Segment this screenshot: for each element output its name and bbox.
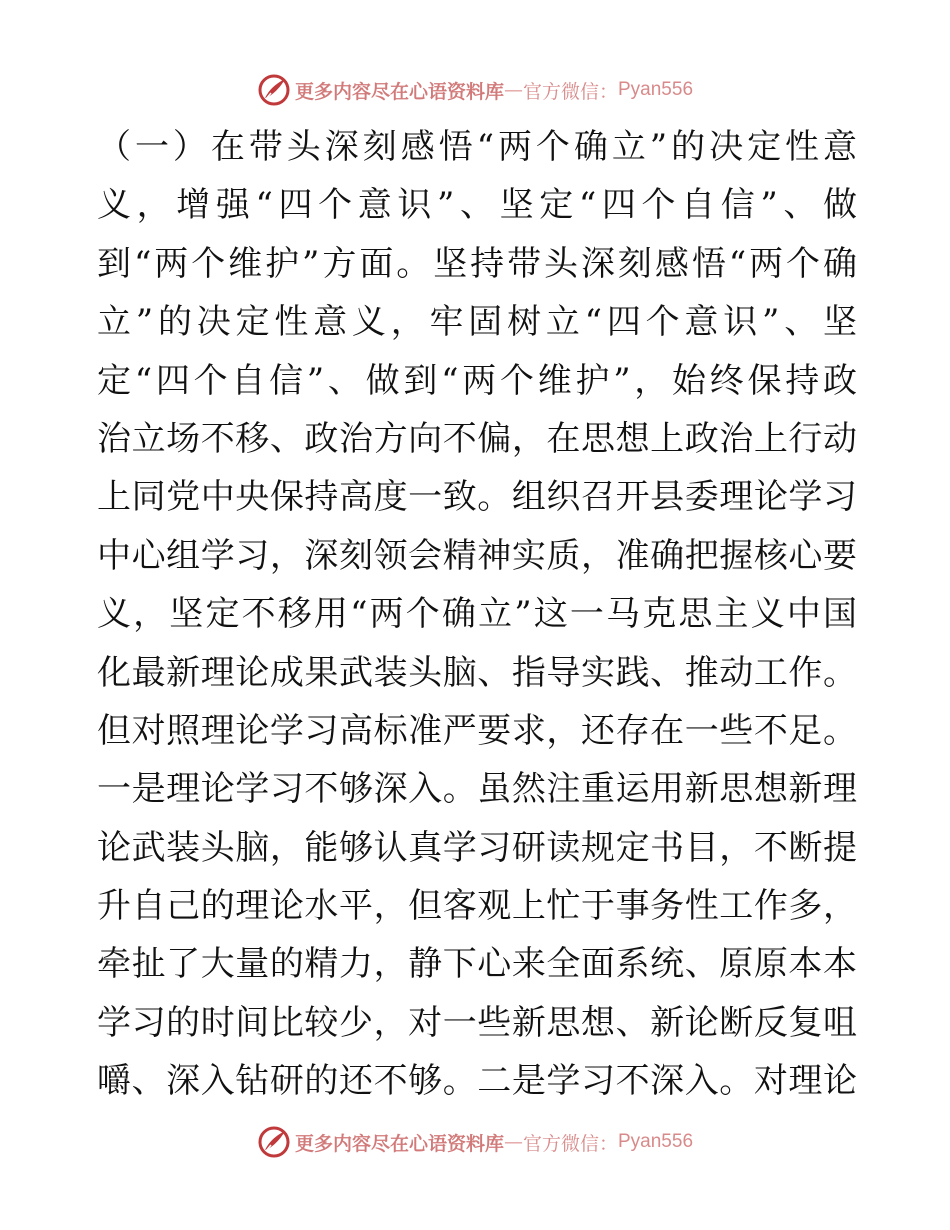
- header-banner: [0, 70, 950, 110]
- quill-logo-icon: [257, 73, 291, 107]
- body-line: 义，增强“四个意识”、坚定“四个自信”、做: [97, 185, 857, 226]
- body-line: 一是理论学习不够深入。虽然注重运用新思想新理: [97, 769, 857, 810]
- body-line: 学习的时间比较少，对一些新思想、新论断反复咀: [97, 1002, 857, 1043]
- body-line: （一）在带头深刻感悟“两个确立”的决定性意: [97, 127, 857, 167]
- body-line: 牵扯了大量的精力，静下心来全面系统、原原本本: [97, 944, 857, 985]
- banner-official-label: 官方微信：: [522, 80, 618, 103]
- body-line: 中心组学习，深刻领会精神实质，准确把握核心要: [97, 535, 857, 576]
- banner-dash: —: [503, 1131, 523, 1153]
- body-line: 治立场不移、政治方向不偏，在思想上政治上行动: [97, 418, 857, 459]
- body-line: 嚼、深入钻研的还不够。二是学习不深入。对理论: [97, 1061, 857, 1102]
- banner-dash: —: [503, 79, 523, 101]
- body-line: 化最新理论成果武装头脑、指导实践、推动工作。: [97, 652, 857, 693]
- banner-text: 更多内容尽在心语资料库: [294, 80, 504, 103]
- banner-official-label: 官方微信：: [522, 1132, 618, 1155]
- footer-banner: [0, 1122, 950, 1162]
- body-line: 到“两个维护”方面。坚持带头深刻感悟“两个确: [97, 243, 857, 284]
- banner-text: 更多内容尽在心语资料库: [294, 1132, 504, 1155]
- body-line: 上同党中央保持高度一致。组织召开县委理论学习: [97, 477, 857, 518]
- body-line: 升自己的理论水平，但客观上忙于事务性工作多，: [97, 886, 857, 927]
- body-line: 但对照理论学习高标准严要求，还存在一些不足。: [97, 710, 857, 751]
- quill-logo-icon: [257, 1125, 291, 1159]
- body-line: 义，坚定不移用“两个确立”这一马克思主义中国: [97, 594, 857, 635]
- body-line: 立”的决定性意义，牢固树立“四个意识”、坚: [97, 302, 857, 343]
- banner-wechat-id: Pyan556: [618, 79, 694, 100]
- document-body: [97, 118, 857, 1111]
- banner-wechat-id: Pyan556: [618, 1131, 694, 1152]
- body-line: 定“四个自信”、做到“两个维护”，始终保持政: [97, 360, 857, 401]
- body-line: 论武装头脑，能够认真学习研读规定书目，不断提: [97, 827, 857, 868]
